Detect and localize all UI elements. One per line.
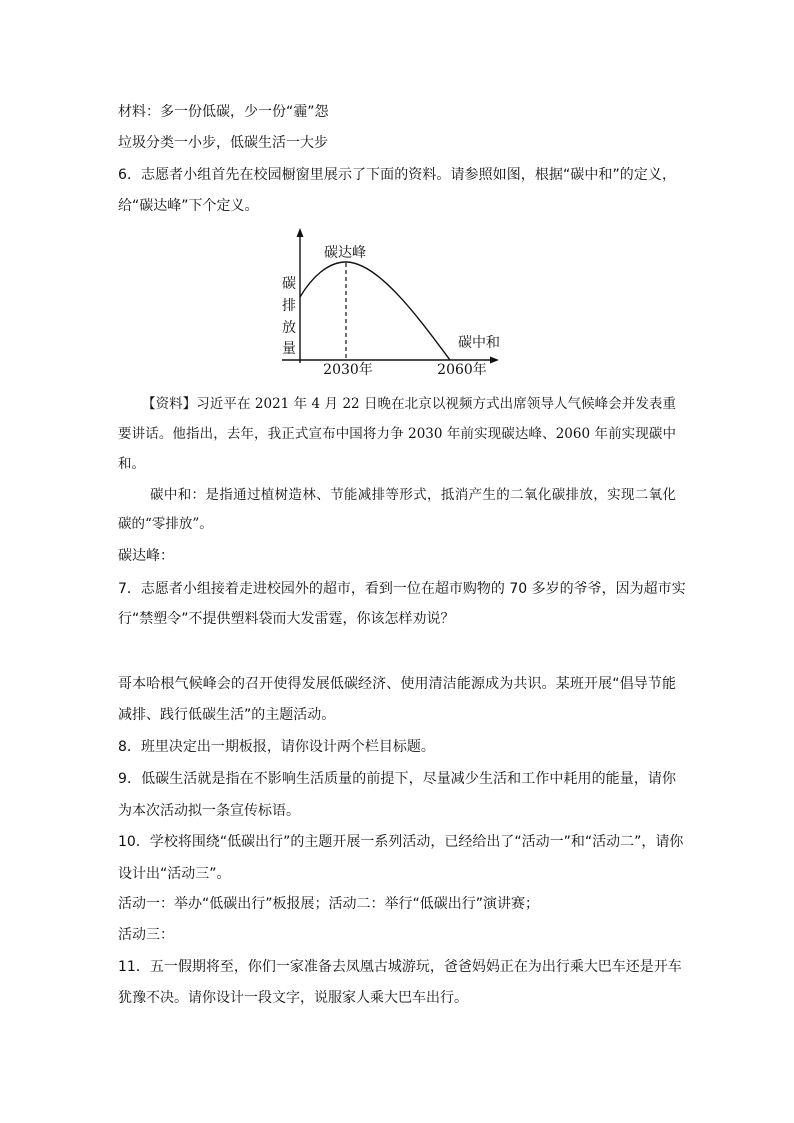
question-10-line: 设计出“活动三”。 [118,866,231,882]
x-tick-label: 2030年 [323,362,373,378]
carbon-emission-diagram [270,225,510,385]
source-line: 要讲话。他指出，去年，我正式宣布中国将力争 2030 年前实现碳达峰、2060 年前实现碳中 [118,426,676,442]
peak-label: 碳达峰 [324,245,366,261]
y-axis-label-char: 排 [282,298,296,314]
question-11-line: 11．五一假期将至，你们一家准备去凤凰古城游玩，爸爸妈妈正在为出行乘大巴车还是开车 [118,959,682,975]
question-8-line: 8．班里决定出一期板报，请你设计两个栏目标题。 [118,739,435,755]
question-6-line: 6．志愿者小组首先在校园橱窗里展示了下面的资料。请参照如图，根据“碳中和”的定义， [118,167,676,183]
y-axis-label-char: 量 [282,341,296,357]
question-7-line: 行“禁塑令”不提供塑料袋而大发雷霆，你该怎样劝说？ [118,611,455,627]
activities-given: 活动一：举办“低碳出行”板报展；活动二：举行“低碳出行”演讲赛； [118,896,540,912]
question-10 [118,826,684,890]
question-9-line: 为本次活动拟一条宣传标语。 [118,803,300,819]
question-9 [118,763,676,827]
y-axis-label-char: 碳 [282,276,296,292]
intro-line: 哥本哈根气候峰会的召开使得发展低碳经济、使用清洁能源成为共识。某班开展“倡导节能 [118,676,676,692]
neutral-label: 碳中和 [458,335,500,351]
x-tick-label: 2060年 [437,362,487,378]
material-block [118,97,329,159]
activity-3-label: 活动三： [118,927,174,943]
question-7-line: 7．志愿者小组接着走进校园外的超市，看到一位在超市购物的 70 多岁的爷爷，因为超市实 [118,581,686,597]
x-axis-arrow-icon [490,357,499,364]
source-paragraph [118,389,676,479]
question-10-line: 10．学校将围绕“低碳出行”的主题开展一系列活动，已经给出了“活动一”和“活动二”，请你 [118,834,684,850]
material-slogan: 垃圾分类一小步，低碳生活一大步 [118,135,328,151]
question-6-line: 给“碳达峰”下个定义。 [118,198,259,214]
y-axis-label-char: 放 [282,320,296,336]
question-9-line: 9．低碳生活就是指在不影响生活质量的前提下，尽量减少生活和工作中耗用的能量，请你 [118,771,676,787]
intro-paragraph [118,669,676,731]
y-axis-arrow-icon [297,228,304,237]
material-title: 材料：多一份低碳，少一份“霾”怨 [118,104,329,120]
question-7 [118,574,686,634]
answer-block [118,541,174,572]
definition-paragraph [118,481,676,539]
emission-curve [300,262,450,360]
source-line: 【资料】习近平在 2021 年 4 月 22 日晚在北京以视频方式出席领导人气候峰会并发表重 [142,396,676,412]
activities-block [118,889,539,951]
definition-line: 碳中和：是指通过植树造林、节能减排等形式，抵消产生的二氧化碳排放，实现二氧化 [150,487,676,503]
question-11 [118,952,682,1014]
question-8 [118,732,435,763]
question-6 [118,160,676,222]
definition-line: 碳的“零排放”。 [118,516,213,532]
intro-line: 减排、践行低碳生活”的主题活动。 [118,707,336,723]
answer-label: 碳达峰： [118,548,174,564]
question-11-line: 犹豫不决。请你设计一段文字，说服家人乘大巴车出行。 [118,990,468,1006]
source-line: 和。 [118,456,145,472]
